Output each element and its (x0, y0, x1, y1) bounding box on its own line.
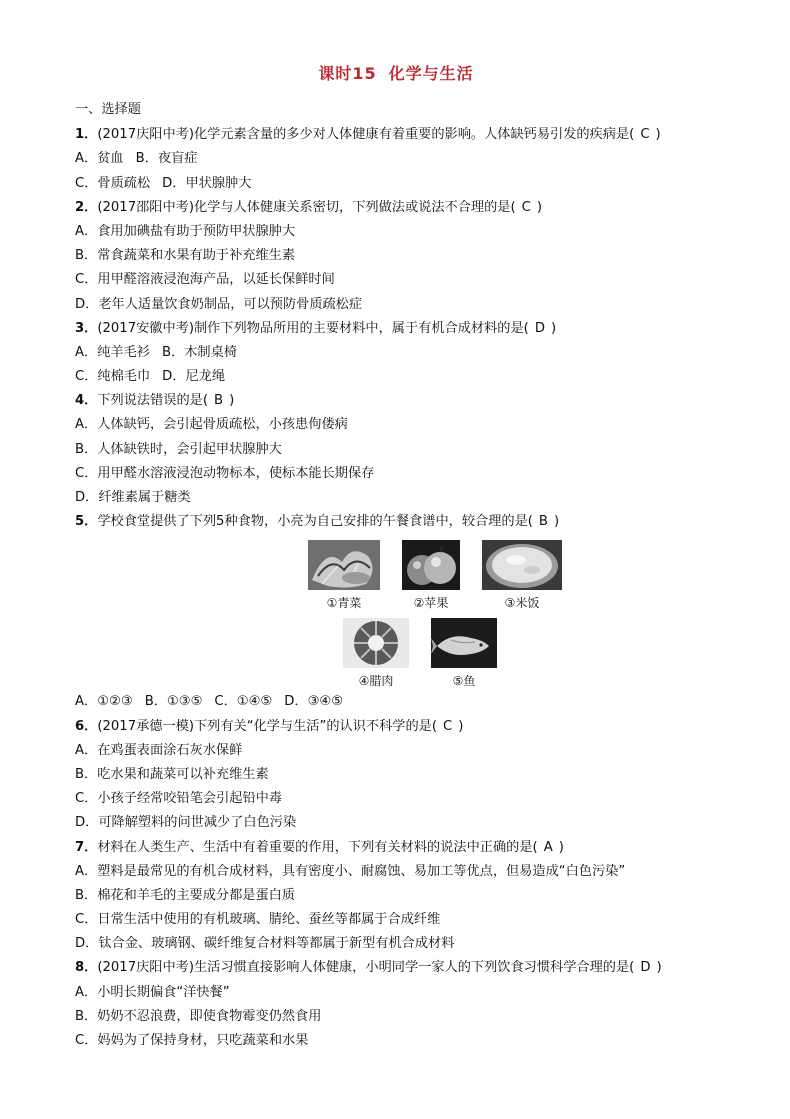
option-c: C．用甲醛水溶液浸泡动物标本，使标本能长期保存 (75, 465, 375, 481)
answer: D (534, 320, 545, 336)
close-paren: ) (458, 718, 464, 734)
food-images-row-1 (145, 540, 725, 612)
option-c: C．①④⑤ (214, 694, 273, 710)
question-stem: (2017安徽中考)制作下列物品所用的主要材料中，属于有机合成材料的是( (97, 320, 529, 336)
question-2 (75, 196, 725, 220)
option-b: B．奶奶不忍浪费，即使食物霉变仍然食用 (75, 1008, 322, 1024)
cured-meat-photo (343, 618, 409, 668)
vegetables-photo (308, 540, 380, 590)
question-number: 7． (75, 839, 98, 855)
rice-photo (482, 540, 562, 590)
lesson-title: 化学与生活 (388, 64, 474, 83)
option-a: A．人体缺钙，会引起骨质疏松，小孩患佝偻病 (75, 417, 348, 433)
option-d: D．纤维素属于糖类 (75, 490, 191, 505)
option-b: B．①③⑤ (144, 694, 203, 710)
option-a: A．在鸡蛋表面涂石灰水保鲜 (75, 742, 243, 758)
option-b: B．人体缺铁时，会引起甲状腺肿大 (75, 441, 282, 457)
options-row (75, 341, 725, 365)
close-paren: ) (558, 839, 564, 855)
option-c: C．妈妈为了保持身材，只吃蔬菜和水果 (75, 1033, 309, 1048)
question-5 (75, 510, 725, 534)
option-b: B．吃水果和蔬菜可以补充维生素 (75, 766, 269, 782)
apples-photo (402, 540, 460, 590)
options-row (75, 365, 725, 389)
question-stem: (2017庆阳中考)生活习惯直接影响人体健康，小明同学一家人的下列饮食习惯科学合理的是( (97, 960, 635, 976)
option-c: C．日常生活中使用的有机玻璃、腈纶、蚕丝等都属于合成纤维 (75, 912, 441, 928)
option-d: D．钛合金、玻璃钢、碳纤维复合材料等都属于新型有机合成材料 (75, 936, 455, 952)
option-c: C．纯棉毛巾 (75, 369, 151, 385)
option-b: B．木制桌椅 (161, 344, 237, 360)
figure-cured-meat (343, 618, 409, 690)
option-a: A．①②③ (75, 694, 133, 710)
page-title (0, 61, 790, 84)
question-number: 4． (75, 393, 98, 409)
close-paren: ) (229, 393, 235, 409)
answer: A (543, 839, 553, 855)
option-a: A．小明长期偏食“洋快餐” (75, 984, 230, 1000)
answer: D (640, 960, 651, 976)
figure-caption: ③米饭 (504, 596, 540, 611)
close-paren: ) (550, 320, 557, 336)
question-stem: (2017承德一模)下列有关“化学与生活”的认识不科学的是( (97, 718, 437, 734)
question-number: 3． (75, 320, 98, 336)
question-number: 2． (75, 199, 98, 215)
question-stem: 下列说法错误的是( (97, 393, 209, 409)
food-images-row-2 (115, 618, 725, 690)
question-number: 1． (75, 127, 98, 143)
option-d: D．甲状腺肿大 (162, 175, 252, 191)
answer: B (214, 393, 224, 409)
question-6 (75, 715, 725, 739)
answer: C (442, 718, 453, 734)
option-c: C．小孩子经常咬铅笔会引起铅中毒 (75, 791, 283, 807)
section-heading: 一、选择题 (75, 102, 141, 117)
question-stem: 材料在人类生产、生活中有着重要的作用，下列有关材料的说法中正确的是( (97, 839, 538, 855)
figure-caption: ⑤鱼 (452, 674, 476, 689)
options-row (75, 172, 725, 196)
close-paren: ) (536, 199, 542, 215)
question-1 (75, 123, 725, 147)
answer: B (538, 514, 548, 530)
figure-vegetables (308, 540, 380, 612)
question-number: 6． (75, 718, 98, 734)
option-a: A．食用加碘盐有助于预防甲状腺肿大 (75, 223, 296, 239)
question-stem: (2017庆阳中考)化学元素含量的多少对人体健康有着重要的影响。人体缺钙易引发的疾病是( (97, 127, 635, 143)
question-number: 5． (75, 514, 98, 530)
option-b: B．棉花和羊毛的主要成分都是蛋白质 (75, 887, 296, 903)
close-paren: ) (655, 127, 661, 143)
figure-apples (402, 540, 460, 612)
figure-fish (431, 618, 497, 690)
question-number: 8． (75, 960, 98, 976)
close-paren: ) (656, 960, 662, 976)
option-c: C．骨质疏松 (75, 175, 151, 191)
option-d: D．可降解塑料的问世减少了白色污染 (75, 815, 297, 831)
fish-photo (431, 618, 497, 668)
question-4 (75, 389, 725, 413)
answer: C (640, 127, 650, 143)
options-row (75, 147, 725, 171)
figure-caption: ④腊肉 (358, 674, 394, 689)
figure-rice (482, 540, 562, 612)
question-7 (75, 836, 725, 860)
question-3 (75, 317, 725, 341)
option-d: D．尼龙绳 (162, 369, 226, 385)
option-b: B．夜盲症 (135, 151, 198, 167)
lesson-number: 课时15 (318, 64, 377, 83)
option-d: D．③④⑤ (284, 694, 344, 710)
option-a: A．塑料是最常见的有机合成材料，具有密度小、耐腐蚀、易加工等优点，但易造成“白色污染” (75, 863, 626, 879)
question-stem: 学校食堂提供了下列5种食物，小亮为自己安排的午餐食谱中，较合理的是( (97, 514, 533, 530)
figure-caption: ②苹果 (413, 596, 449, 611)
option-d: D．老年人适量饮食奶制品，可以预防骨质疏松症 (75, 296, 363, 312)
figure-caption: ①青菜 (326, 596, 362, 611)
answer: C (521, 199, 531, 215)
close-paren: ) (553, 514, 560, 530)
options-row (75, 690, 725, 714)
option-a: A．纯羊毛衫 (75, 344, 150, 360)
option-a: A．贫血 (75, 151, 124, 167)
option-c: C．用甲醛溶液浸泡海产品，以延长保鲜时间 (75, 272, 335, 288)
question-stem: (2017邵阳中考)化学与人体健康关系密切，下列做法或说法不合理的是( (97, 199, 516, 215)
exercise-content (75, 98, 725, 1053)
question-8 (75, 956, 725, 980)
option-b: B．常食蔬菜和水果有助于补充维生素 (75, 248, 296, 264)
